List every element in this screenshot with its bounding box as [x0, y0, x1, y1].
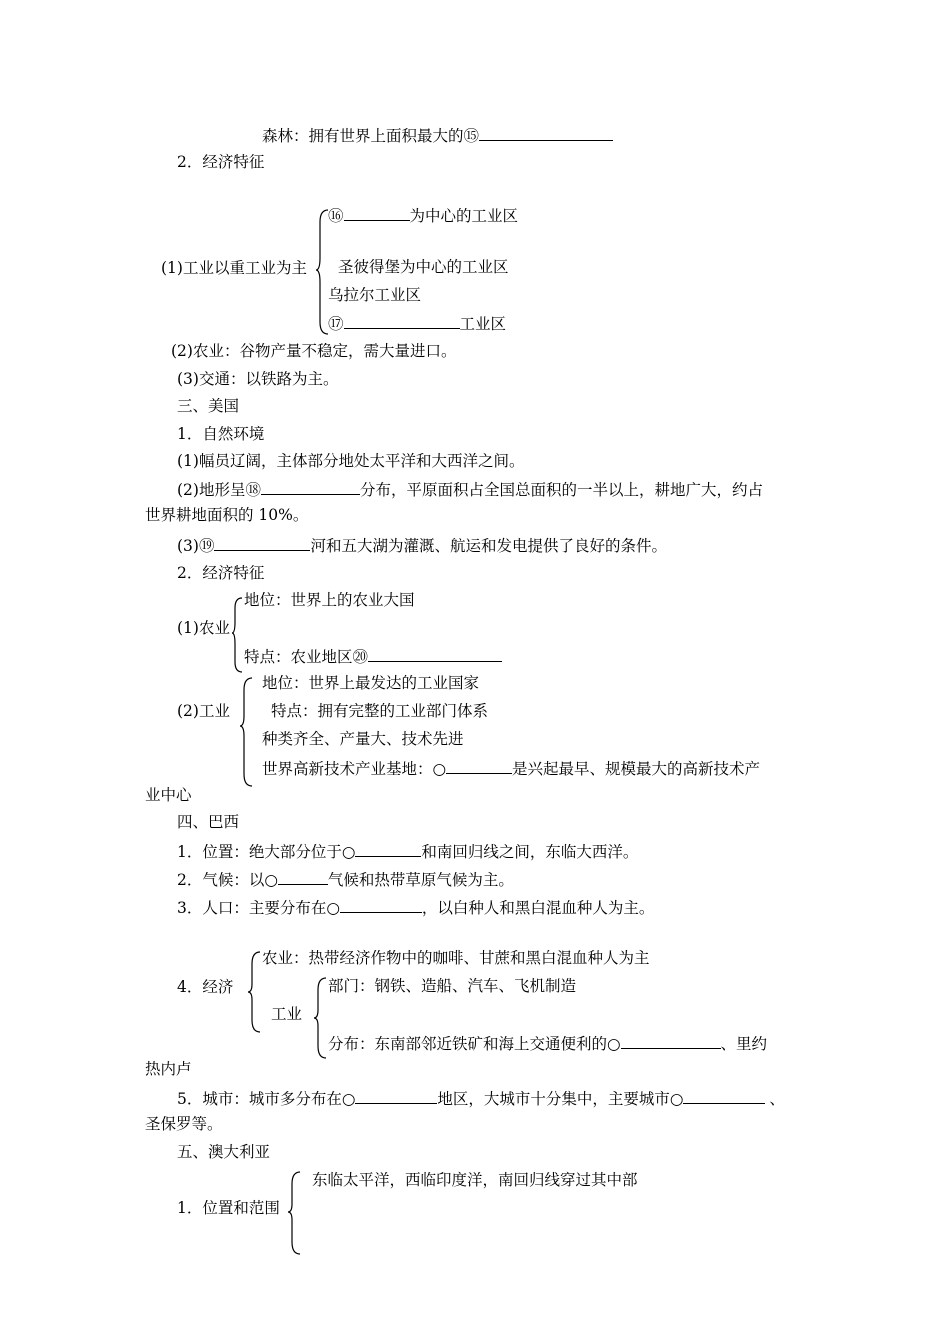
blank-27[interactable] — [683, 1087, 765, 1104]
russia-agriculture: (2)农业：谷物产量不稳定，需大量进口。 — [171, 342, 457, 360]
australia-location-line1: 东临太平洋，西临印度洋，南回归线穿过其中部 — [312, 1171, 638, 1189]
brazil-econ-brace — [248, 950, 262, 1034]
forest-line — [262, 124, 613, 146]
usa-agri-brace — [232, 596, 244, 674]
blank-19[interactable] — [214, 534, 310, 551]
usa-nature-3: (3)⑲ 河和五大湖为灌溉、航运和发电提供了良好的条件。 — [177, 534, 667, 556]
blank-15[interactable] — [479, 124, 613, 141]
brazil-climate: 2．气候：以○ 气候和热带草原气候为主。 — [177, 868, 514, 890]
brazil-econ-agri: 农业：热带经济作物中的咖啡、甘蔗和黑白混血种人为主 — [262, 949, 650, 967]
usa-ind-hitech-cont: 业中心 — [145, 786, 192, 804]
usa-ind-label: (2)工业 — [177, 702, 230, 720]
usa-agri-status: 地位：世界上的农业大国 — [244, 591, 415, 609]
brazil-ind-brace — [314, 976, 328, 1060]
russia-industry-item-4: ⑰ 工业区 — [328, 312, 506, 334]
usa-nature-heading: 1．自然环境 — [177, 425, 265, 443]
brazil-econ-ind-label: 工业 — [271, 1005, 303, 1023]
australia-heading: 五、澳大利亚 — [177, 1143, 271, 1161]
blank-22[interactable] — [355, 840, 421, 857]
brazil-cities: 5．城市：城市多分布在○ 地区，大城市十分集中，主要城市○ 、 — [177, 1087, 785, 1109]
brazil-ind-distribution-cont: 热内卢 — [145, 1060, 192, 1078]
russia-industry-label: (1)工业以重工业为主 — [161, 259, 307, 277]
blank-24[interactable] — [340, 896, 422, 913]
usa-ind-status: 地位：世界上最发达的工业国家 — [262, 674, 480, 692]
australia-brace — [288, 1170, 302, 1256]
usa-ind-hitech: 世界高新技术产业基地：○ 是兴起最早、规模最大的高新技术产 — [262, 757, 760, 779]
blank-21[interactable] — [446, 757, 512, 774]
brazil-ind-sectors: 部门：钢铁、造船、汽车、飞机制造 — [328, 977, 577, 995]
usa-nature-1: (1)幅员辽阔，主体部分地处太平洋和大西洋之间。 — [177, 452, 525, 470]
russia-industry-item-1: ⑯ 为中心的工业区 — [328, 204, 518, 226]
usa-ind-brace — [240, 676, 254, 788]
brazil-heading: 四、巴西 — [177, 813, 240, 831]
blank-16[interactable] — [344, 204, 410, 221]
usa-ind-variety: 种类齐全、产量大、技术先进 — [262, 730, 464, 748]
usa-ind-feature: 特点：拥有完整的工业部门体系 — [271, 702, 489, 720]
blank-25[interactable] — [621, 1032, 721, 1049]
russia-transport: (3)交通：以铁路为主。 — [177, 370, 339, 388]
blank-26[interactable] — [355, 1087, 437, 1104]
forest-text: 森林：拥有世界上面积最大的⑮ — [262, 127, 480, 145]
blank-20[interactable] — [368, 645, 502, 662]
brazil-location: 1．位置：绝大部分位于○ 和南回归线之间，东临大西洋。 — [177, 840, 638, 862]
usa-nature-2-cont: 世界耕地面积的 10%。 — [145, 506, 309, 524]
blank-23[interactable] — [278, 868, 328, 885]
blank-18[interactable] — [261, 478, 360, 495]
russia-industry-item-3: 乌拉尔工业区 — [328, 286, 422, 304]
usa-econ-heading: 2．经济特征 — [177, 564, 265, 582]
brazil-cities-cont: 圣保罗等。 — [145, 1115, 223, 1133]
usa-heading: 三、美国 — [177, 397, 240, 415]
usa-agri-label: (1)农业 — [177, 619, 230, 637]
blank-17[interactable] — [344, 312, 460, 329]
russia-econ-heading: 2．经济特征 — [177, 153, 265, 171]
usa-nature-2: (2)地形呈⑱ 分布，平原面积占全国总面积的一半以上，耕地广大，约占 — [177, 478, 763, 500]
australia-location-label: 1．位置和范围 — [177, 1199, 280, 1217]
russia-industry-item-2: 圣彼得堡为中心的工业区 — [338, 258, 509, 276]
brazil-ind-distribution: 分布：东南部邻近铁矿和海上交通便利的○ 、里约 — [328, 1032, 767, 1054]
brazil-econ-label: 4．经济 — [177, 978, 234, 996]
usa-agri-feature: 特点：农业地区⑳ — [244, 645, 502, 667]
brazil-population: 3．人口：主要分布在○ ，以白种人和黑白混血种人为主。 — [177, 896, 654, 918]
